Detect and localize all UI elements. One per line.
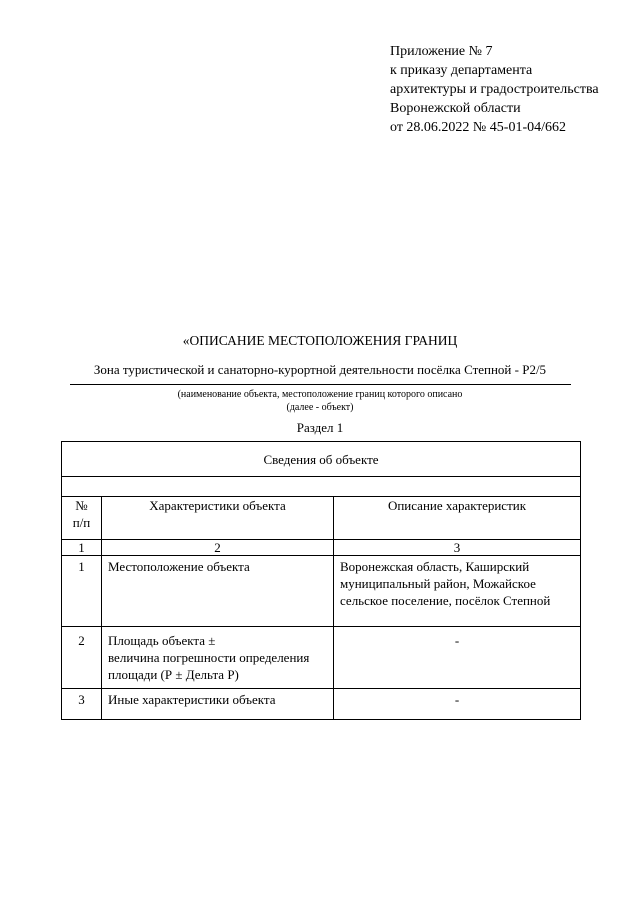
- row-1-characteristic-line-1: Местоположение объекта: [108, 559, 250, 574]
- column-number-3: 3: [334, 540, 581, 556]
- column-header-num: [62, 497, 102, 540]
- row-1-description: [334, 556, 581, 627]
- table-column-numbers-row: [62, 540, 581, 556]
- column-header-num-line2: п/п: [72, 515, 91, 530]
- row-2-characteristic: [102, 627, 334, 689]
- column-number-2: 2: [102, 540, 334, 556]
- caption-line-2: (далее - объект): [286, 402, 354, 413]
- row-2-description-line-1: -: [454, 633, 460, 648]
- object-name-caption: [0, 388, 640, 414]
- table-row: [62, 556, 581, 627]
- column-header-num-line1: №: [75, 498, 88, 513]
- table-header-row: [62, 497, 581, 540]
- row-1-description-line-2: муниципальный район, Можайское: [340, 576, 536, 591]
- appendix-line-5: от 28.06.2022 № 45-01-04/662: [390, 120, 567, 135]
- row-2-characteristic-line-1: Площадь объекта ±: [108, 633, 216, 648]
- column-header-characteristics: Характеристики объекта: [102, 497, 334, 540]
- row-3-characteristic: [102, 689, 334, 720]
- row-1-num: 1: [62, 556, 102, 627]
- table-row: [62, 627, 581, 689]
- caption-line-1: (наименование объекта, местоположение границ которого описано: [177, 389, 463, 400]
- table-heading-row: [62, 442, 581, 477]
- appendix-line-1: Приложение № 7: [390, 44, 493, 59]
- column-number-1: 1: [62, 540, 102, 556]
- appendix-block: [390, 42, 599, 137]
- row-1-description-line-3: сельское поселение, посёлок Степной: [340, 593, 551, 608]
- row-3-description: [334, 689, 581, 720]
- row-2-description: [334, 627, 581, 689]
- row-3-characteristic-line-1: Иные характеристики объекта: [108, 692, 276, 707]
- appendix-line-4: Воронежской области: [390, 101, 521, 116]
- appendix-line-3: архитектуры и градостроительства: [390, 82, 599, 97]
- section-title: Раздел 1: [296, 420, 344, 435]
- table-row: [62, 689, 581, 720]
- table-empty-cell: [62, 477, 581, 497]
- row-1-description-line-1: Воронежская область, Каширский: [340, 559, 530, 574]
- column-header-description: Описание характеристик: [334, 497, 581, 540]
- object-name: Зона туристической и санаторно-курортной деятельности посёлка Степной - Р2/5: [93, 362, 547, 377]
- document-title: «ОПИСАНИЕ МЕСТОПОЛОЖЕНИЯ ГРАНИЦ: [182, 333, 458, 348]
- row-3-description-line-1: -: [454, 692, 460, 707]
- table-heading: Сведения об объекте: [62, 442, 581, 477]
- table-empty-row: [62, 477, 581, 497]
- row-2-characteristic-line-2: величина погрешности определения: [108, 650, 310, 665]
- row-2-num: 2: [62, 627, 102, 689]
- row-3-num: 3: [62, 689, 102, 720]
- row-2-characteristic-line-3: площади (Р ± Дельта Р): [108, 667, 239, 682]
- object-name-underline: [70, 384, 571, 385]
- object-info-table: [61, 441, 581, 720]
- row-1-characteristic: [102, 556, 334, 627]
- appendix-line-2: к приказу департамента: [390, 63, 533, 78]
